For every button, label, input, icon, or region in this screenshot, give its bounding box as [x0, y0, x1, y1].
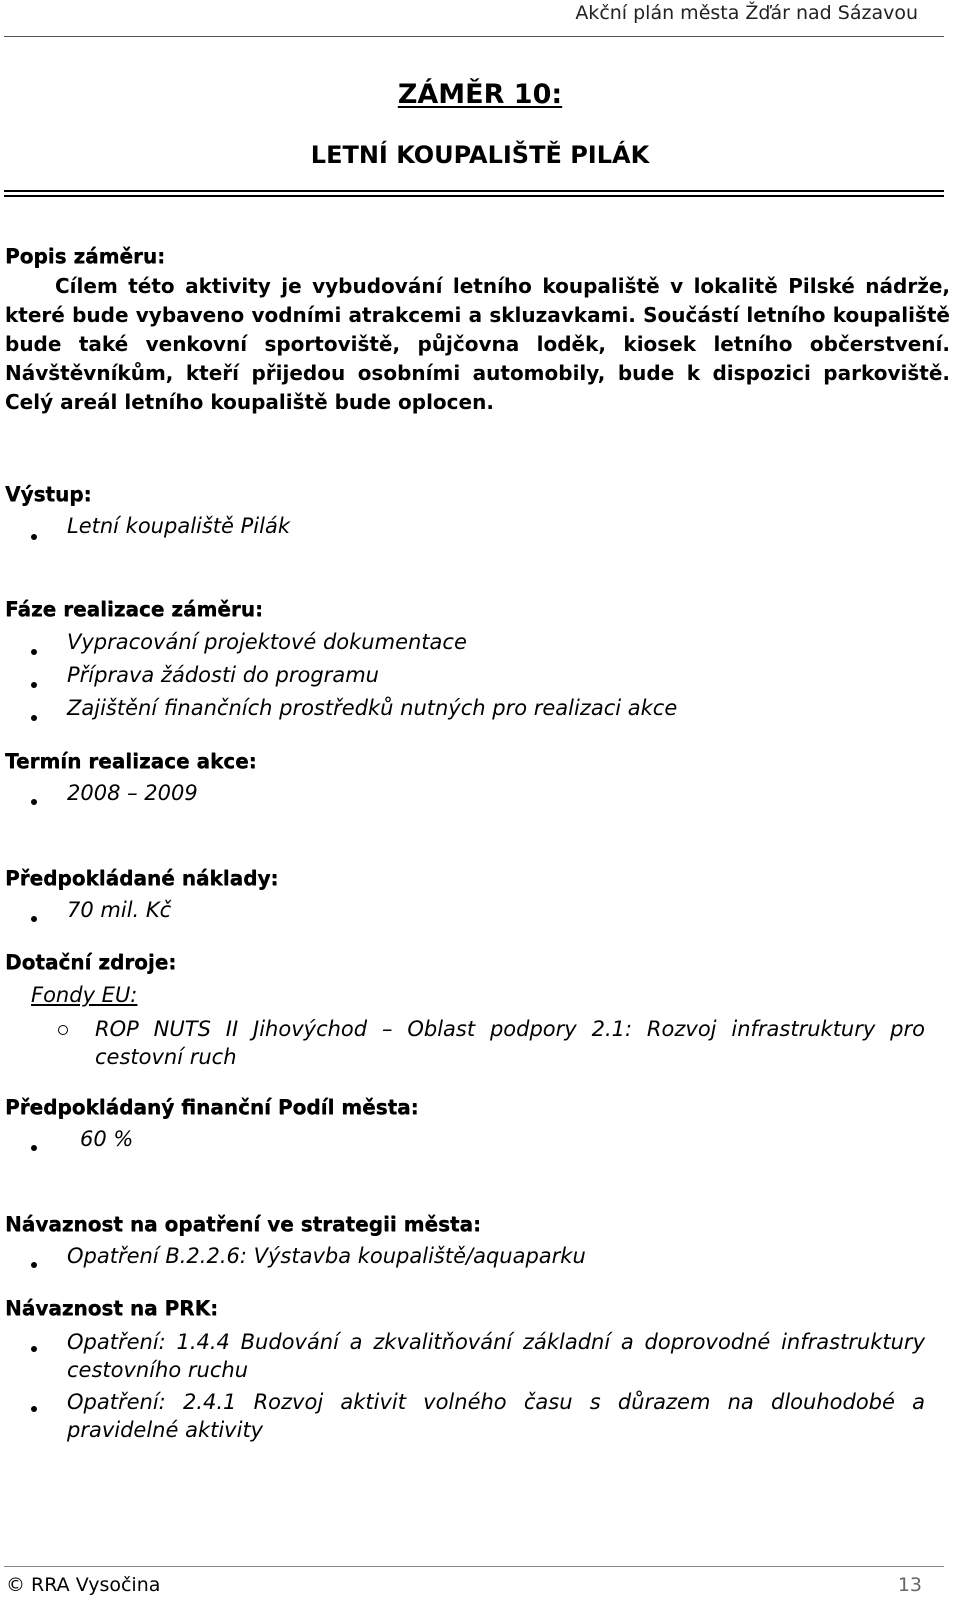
podil-heading: Předpokládaný finanční Podíl města:: [5, 1095, 419, 1119]
prk-heading: Návaznost na PRK:: [5, 1296, 219, 1320]
title-double-rule: [4, 190, 944, 197]
popis-text: Cílem této aktivity je vybudování letního koupaliště v lokalitě Pilské nádrže, které bude vybaveno vodními atrakcemi a skluzavkami. Součástí letního koupaliště bude také venkovní sportoviště, půjčovna loděk, kiosek letního občerstvení. Návštěvníkům, kteří přijedou osobními automobily, bude k dispozici parkoviště. Celý areál letního koupaliště bude oplocen.: [5, 274, 950, 414]
bullet-circle: [58, 1025, 68, 1035]
zamer-label: ZÁMĚR 10:: [397, 79, 563, 110]
bullet-dot: [31, 534, 37, 540]
header-rule: [4, 36, 944, 37]
bullet-dot: [31, 916, 37, 922]
prk-item: Opatření: 2.4.1 Rozvoj aktivit volného času s důrazem na dlouhodobé a pravidelné aktivity: [67, 1390, 925, 1442]
bullet-dot: [31, 682, 37, 688]
strategie-item: Opatření B.2.2.6: Výstavba koupaliště/aquaparku: [67, 1244, 586, 1268]
podil-item: 60 %: [80, 1127, 134, 1151]
running-header: Akční plán města Žďár nad Sázavou: [575, 2, 918, 24]
vystup-item: Letní koupaliště Pilák: [67, 514, 290, 538]
faze-heading: Fáze realizace záměru:: [5, 597, 263, 621]
vystup-heading: Výstup:: [5, 482, 92, 506]
naklady-heading: Předpokládané náklady:: [5, 866, 279, 890]
naklady-item: 70 mil. Kč: [67, 898, 172, 922]
bullet-dot: [31, 1406, 37, 1412]
bullet-dot: [31, 649, 37, 655]
bullet-dot: [31, 1145, 37, 1151]
page-number: 13: [897, 1574, 922, 1596]
zdroje-heading: Dotační zdroje:: [5, 950, 177, 974]
faze-item: Zajištění finančních prostředků nutných pro realizaci akce: [67, 696, 678, 720]
zamer-title: LETNÍ KOUPALIŠTĚ PILÁK: [310, 141, 650, 169]
footer-copyright: © RRA Vysočina: [6, 1574, 161, 1596]
popis-section: [5, 240, 950, 417]
prk-item: Opatření: 1.4.4 Budování a zkvalitňování základní a doprovodné infrastruktury cestovního ruchu: [67, 1330, 925, 1382]
zdroje-subheading: Fondy EU:: [31, 983, 138, 1007]
bullet-dot: [31, 799, 37, 805]
bullet-dot: [31, 715, 37, 721]
footer-rule: [4, 1566, 944, 1567]
bullet-dot: [31, 1346, 37, 1352]
faze-item: Příprava žádosti do programu: [67, 663, 379, 687]
termin-heading: Termín realizace akce:: [5, 749, 257, 773]
faze-item: Vypracování projektové dokumentace: [67, 630, 467, 654]
bullet-dot: [31, 1262, 37, 1268]
termin-item: 2008 – 2009: [67, 781, 198, 805]
zdroje-item: ROP NUTS II Jihovýchod – Oblast podpory 2.1: Rozvoj infrastruktury pro cestovní ruch: [95, 1017, 925, 1069]
popis-heading: Popis záměru:: [5, 244, 166, 268]
strategie-heading: Návaznost na opatření ve strategii města:: [5, 1212, 481, 1236]
